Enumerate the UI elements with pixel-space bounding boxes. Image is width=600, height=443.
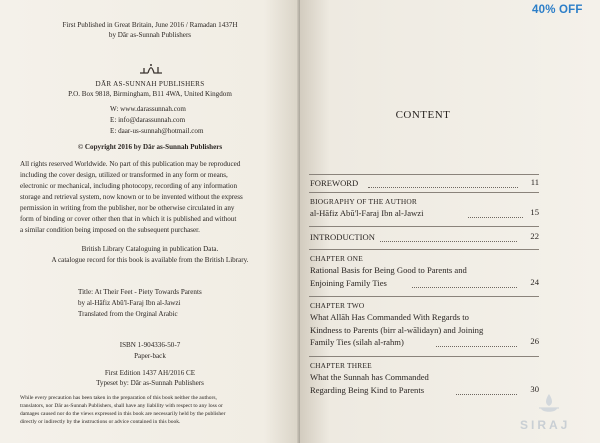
discount-badge: 40% OFF (532, 4, 583, 16)
toc-section-label: CHAPTER TWO (310, 301, 365, 310)
toc-page-number: 26 (530, 336, 539, 346)
toc-entry-chapter-two[interactable] (310, 311, 540, 349)
cataloguing-line-2: A catalogue record for this book is available from the British Library. (51, 256, 249, 264)
book-title-line: Title: At Their Feet - Piety Towards Parents (78, 288, 202, 296)
rights-line: storage and retrieval system, now known or to be invented without the express (20, 193, 243, 201)
toc-entry-title: Rational Basis for Being Good to Parents and (310, 265, 467, 275)
isbn-line: ISBN 1-904336-50-7 (119, 341, 181, 349)
disclaimer-line: translators, nor Dār as-Sunnah Publishers, shall have any liability with respect to any loss or (20, 403, 223, 409)
toc-entry-title: Regarding Being Kind to Parents (310, 384, 425, 395)
toc-divider (309, 192, 539, 193)
toc-page-number: 11 (530, 177, 539, 187)
rights-line: including the cover design, utilized or transformed in any form or means, (20, 171, 228, 179)
toc-leader-dots (380, 240, 517, 242)
toc-divider (309, 296, 539, 297)
toc-section-label: CHAPTER ONE (310, 254, 363, 263)
toc-entry-title: Family Ties (silah al-rahm) (310, 337, 404, 348)
publisher-address: P.O. Box 9818, Birmingham, B11 4WA, United Kingdom (68, 90, 232, 98)
publisher-logo-icon (138, 62, 164, 76)
toc-leader-dots (412, 286, 517, 288)
website-line: W: www.darassunnah.com (110, 105, 186, 113)
toc-entry-title: What the Sunnah has Commanded (310, 372, 429, 382)
toc-entry-title: FOREWORD (310, 178, 359, 188)
publisher-name: DĀR AS-SUNNAH PUBLISHERS (95, 80, 205, 88)
email-line: E: info@darassunnah.com (110, 116, 186, 124)
toc-entry-title: al-Hāfiz Abū'l-Faraj Ibn al-Jawzi (310, 208, 424, 218)
cataloguing-line: British Library Cataloguing in publication Data. (81, 245, 219, 253)
toc-page-number: 22 (530, 231, 539, 241)
rights-line: a similar condition being imposed on the subsequent purchaser. (20, 226, 200, 234)
toc-entry-title: INTRODUCTION (310, 232, 375, 242)
toc-divider (309, 174, 539, 175)
by-publisher-line: by Dār as-Sunnah Publishers (108, 31, 192, 39)
toc-page-number: 24 (530, 277, 539, 287)
watermark-logo: SIRAJ (520, 418, 571, 432)
email-line-2: E: daar-us-sunnah@hotmail.com (110, 127, 204, 135)
disclaimer-line: While every precaution has been taken in the preparation of this book neither the authors, (20, 395, 217, 401)
toc-page-number: 15 (530, 207, 539, 217)
toc-divider (309, 356, 539, 357)
rights-line: permission in writing from the publisher, nor be otherwise circulated in any (20, 204, 235, 212)
edition-line: First Edition 1437 AH/2016 CE (104, 369, 196, 377)
toc-page-number: 30 (530, 384, 539, 394)
toc-divider (309, 226, 539, 227)
translated-line: Translated from the Orginal Arabic (78, 310, 178, 318)
toc-leader-dots (456, 393, 517, 395)
toc-divider (309, 249, 539, 250)
toc-section-label: BIOGRAPHY OF THE AUTHOR (310, 197, 418, 206)
toc-leader-dots (368, 186, 518, 188)
rights-line: form of binding or cover other then that in which it is published and without (20, 215, 237, 223)
toc-entry-title: Enjoining Family Ties (310, 277, 387, 288)
typeset-line: Typeset by: Dār as-Sunnah Publishers (96, 379, 204, 387)
toc-entry-title: Kindness to Parents (birr al-wālidayn) and Joining (310, 324, 484, 335)
copyright-line: © Copyright 2016 by Dār as-Sunnah Publishers (77, 143, 223, 151)
lamp-icon (535, 392, 563, 416)
rights-line: electronic or mechanical, including photocopy, recording of any information (20, 182, 238, 190)
disclaimer-line: damages caused nor do the views expressed in this book are necessarily held by the publisher (20, 411, 226, 417)
binding-line: Paper-back (134, 352, 166, 360)
toc-section-label: CHAPTER THREE (310, 361, 372, 370)
book-author-line: by al-Hāfiz Abū'l-Faraj Ibn al-Jawzi (78, 299, 181, 307)
toc-leader-dots (468, 216, 523, 218)
first-published-line: First Published in Great Britain, June 2016 / Ramadan 1437H (62, 21, 238, 29)
contents-heading: CONTENT (395, 109, 451, 121)
toc-entry-title: What Allāh Has Commanded With Regards to (310, 312, 469, 322)
disclaimer-line: directly or indirectly by the instructions or advice contained in this book. (20, 419, 181, 425)
toc-leader-dots (436, 345, 517, 347)
rights-line: All rights reserved Worldwide. No part of this publication may be reproduced (20, 160, 241, 168)
